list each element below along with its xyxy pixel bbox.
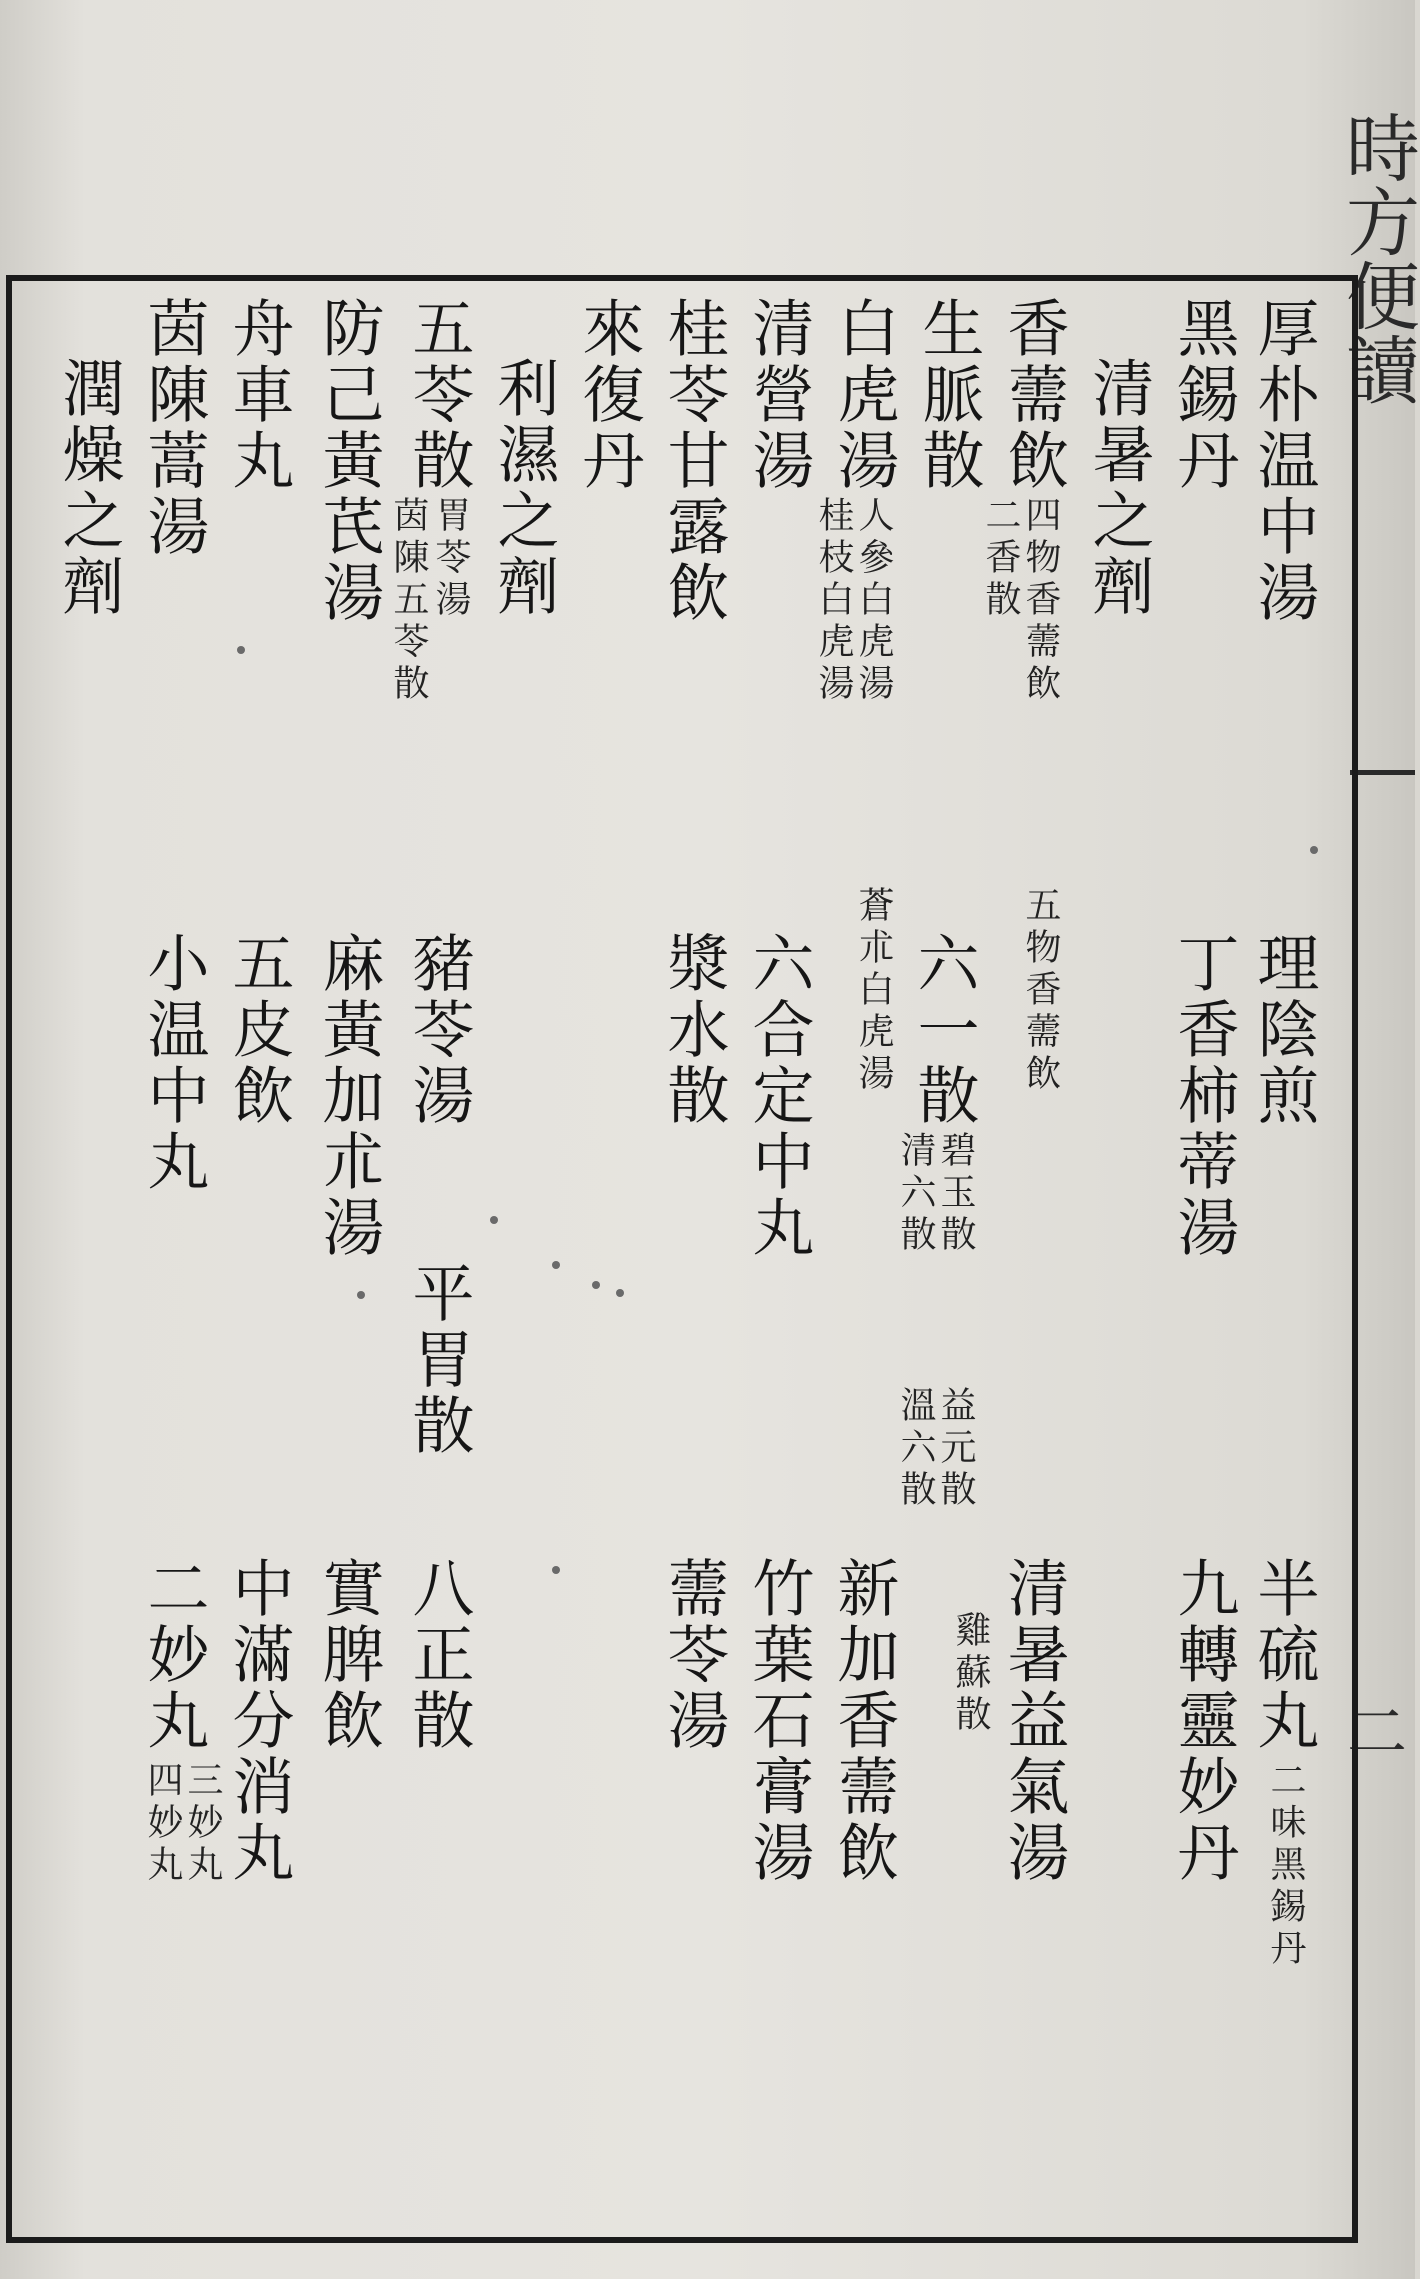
note-jisu-san: 雞蘇散 [950, 1611, 991, 1737]
section-heading-lishi: 利濕之劑 [487, 356, 560, 620]
note-sanmiao-wan: 三妙丸 [182, 1761, 223, 1887]
entry-wupi-yin: 五皮飲 [222, 931, 295, 1129]
entry-wuling-san: 五苓散 [402, 296, 475, 494]
note-cangzhu-baihu-tang: 蒼朮白虎湯 [853, 886, 894, 1096]
entry-heixi-dan: 黑錫丹 [1167, 296, 1240, 494]
title-rule [1350, 770, 1415, 775]
entry-zhouche-wan: 舟車丸 [222, 296, 295, 494]
note-biyu-san: 碧玉散 [935, 1131, 976, 1257]
entry-houpu-wenzhong-tang: 厚朴温中湯 [1247, 296, 1320, 626]
entry-jiuzhuan-lingmiao-dan: 九轉靈妙丹 [1167, 1556, 1240, 1886]
ink-speck [552, 1566, 560, 1574]
section-heading-qingshu: 清暑之劑 [1082, 356, 1155, 620]
entry-xiangru-yin: 香薷飲 [997, 296, 1070, 494]
entry-zhongman-fenxiao-wan: 中滿分消丸 [222, 1556, 295, 1886]
entry-pingwei-san: 平胃散 [402, 1261, 475, 1459]
entry-mahuang-jiazhu-tang: 麻黃加朮湯 [312, 931, 385, 1261]
ink-speck [552, 1261, 560, 1269]
note-wuwu-xiangru-yin: 五物香薷飲 [1020, 886, 1061, 1096]
ink-speck [237, 646, 245, 654]
note-qingliu-san: 清六散 [895, 1131, 936, 1257]
text-frame [6, 275, 1358, 2243]
entry-xiao-wenzhong-wan: 小温中丸 [137, 931, 210, 1195]
entry-dingxiang-shidi-tang: 丁香柿蒂湯 [1167, 931, 1240, 1261]
ink-speck [1310, 846, 1318, 854]
ink-speck [357, 1291, 365, 1299]
entry-liyin-jian: 理陰煎 [1247, 931, 1320, 1129]
entry-banliu-wan: 半硫丸 [1247, 1556, 1320, 1754]
note-erwei-heixi-dan: 二味黑錫丹 [1265, 1761, 1306, 1971]
entry-xinjia-xiangru-yin: 新加香薷飲 [827, 1556, 900, 1886]
note-yiyuan-san: 益元散 [935, 1386, 976, 1512]
ink-speck [490, 1216, 498, 1224]
note-yinchen-wuling-san: 茵陳五苓散 [388, 496, 429, 706]
note-simiao-wan: 四妙丸 [142, 1761, 183, 1887]
entry-qingshu-yiqi-tang: 清暑益氣湯 [997, 1556, 1070, 1886]
ink-speck [616, 1289, 624, 1297]
entry-zhuye-shigao-tang: 竹葉石膏湯 [742, 1556, 815, 1886]
note-renshen-baihu-tang: 人參白虎湯 [853, 496, 894, 706]
ink-speck [592, 1281, 600, 1289]
note-wenliu-san: 溫六散 [895, 1386, 936, 1512]
entry-baihu-tang: 白虎湯 [827, 296, 900, 494]
entry-jiangshui-san: 漿水散 [657, 931, 730, 1129]
entry-ermiao-wan: 二妙丸 [137, 1556, 210, 1754]
note-erxiang-san: 二香散 [980, 496, 1021, 622]
entry-liuyi-san: 六一散 [907, 931, 980, 1129]
entry-bazheng-san: 八正散 [402, 1556, 475, 1754]
note-siwu-xiangru-yin: 四物香薷飲 [1020, 496, 1061, 706]
section-heading-runzao: 潤燥之劑 [52, 356, 125, 620]
entry-yinchenhao-tang: 茵陳蒿湯 [137, 296, 210, 560]
entry-shengmai-san: 生脈散 [912, 296, 985, 494]
entry-liuhe-dingzhong-wan: 六合定中丸 [742, 931, 815, 1261]
running-title: 時方便讀 [1334, 110, 1420, 406]
entry-zhuling-tang: 豬苓湯 [402, 931, 475, 1129]
entry-ruling-tang: 薷苓湯 [657, 1556, 730, 1754]
entry-fangji-huangqi-tang: 防己黃芪湯 [312, 296, 385, 626]
page-number [1380, 1700, 1415, 1780]
entry-shipi-yin: 實脾飲 [312, 1556, 385, 1754]
note-guizhi-baihu-tang: 桂枝白虎湯 [813, 496, 854, 706]
entry-laifu-dan: 來復丹 [572, 296, 645, 494]
note-weiling-tang: 胃苓湯 [430, 496, 471, 622]
entry-guiling-ganlu-yin: 桂苓甘露飲 [657, 296, 730, 626]
entry-qingying-tang: 清營湯 [742, 296, 815, 494]
